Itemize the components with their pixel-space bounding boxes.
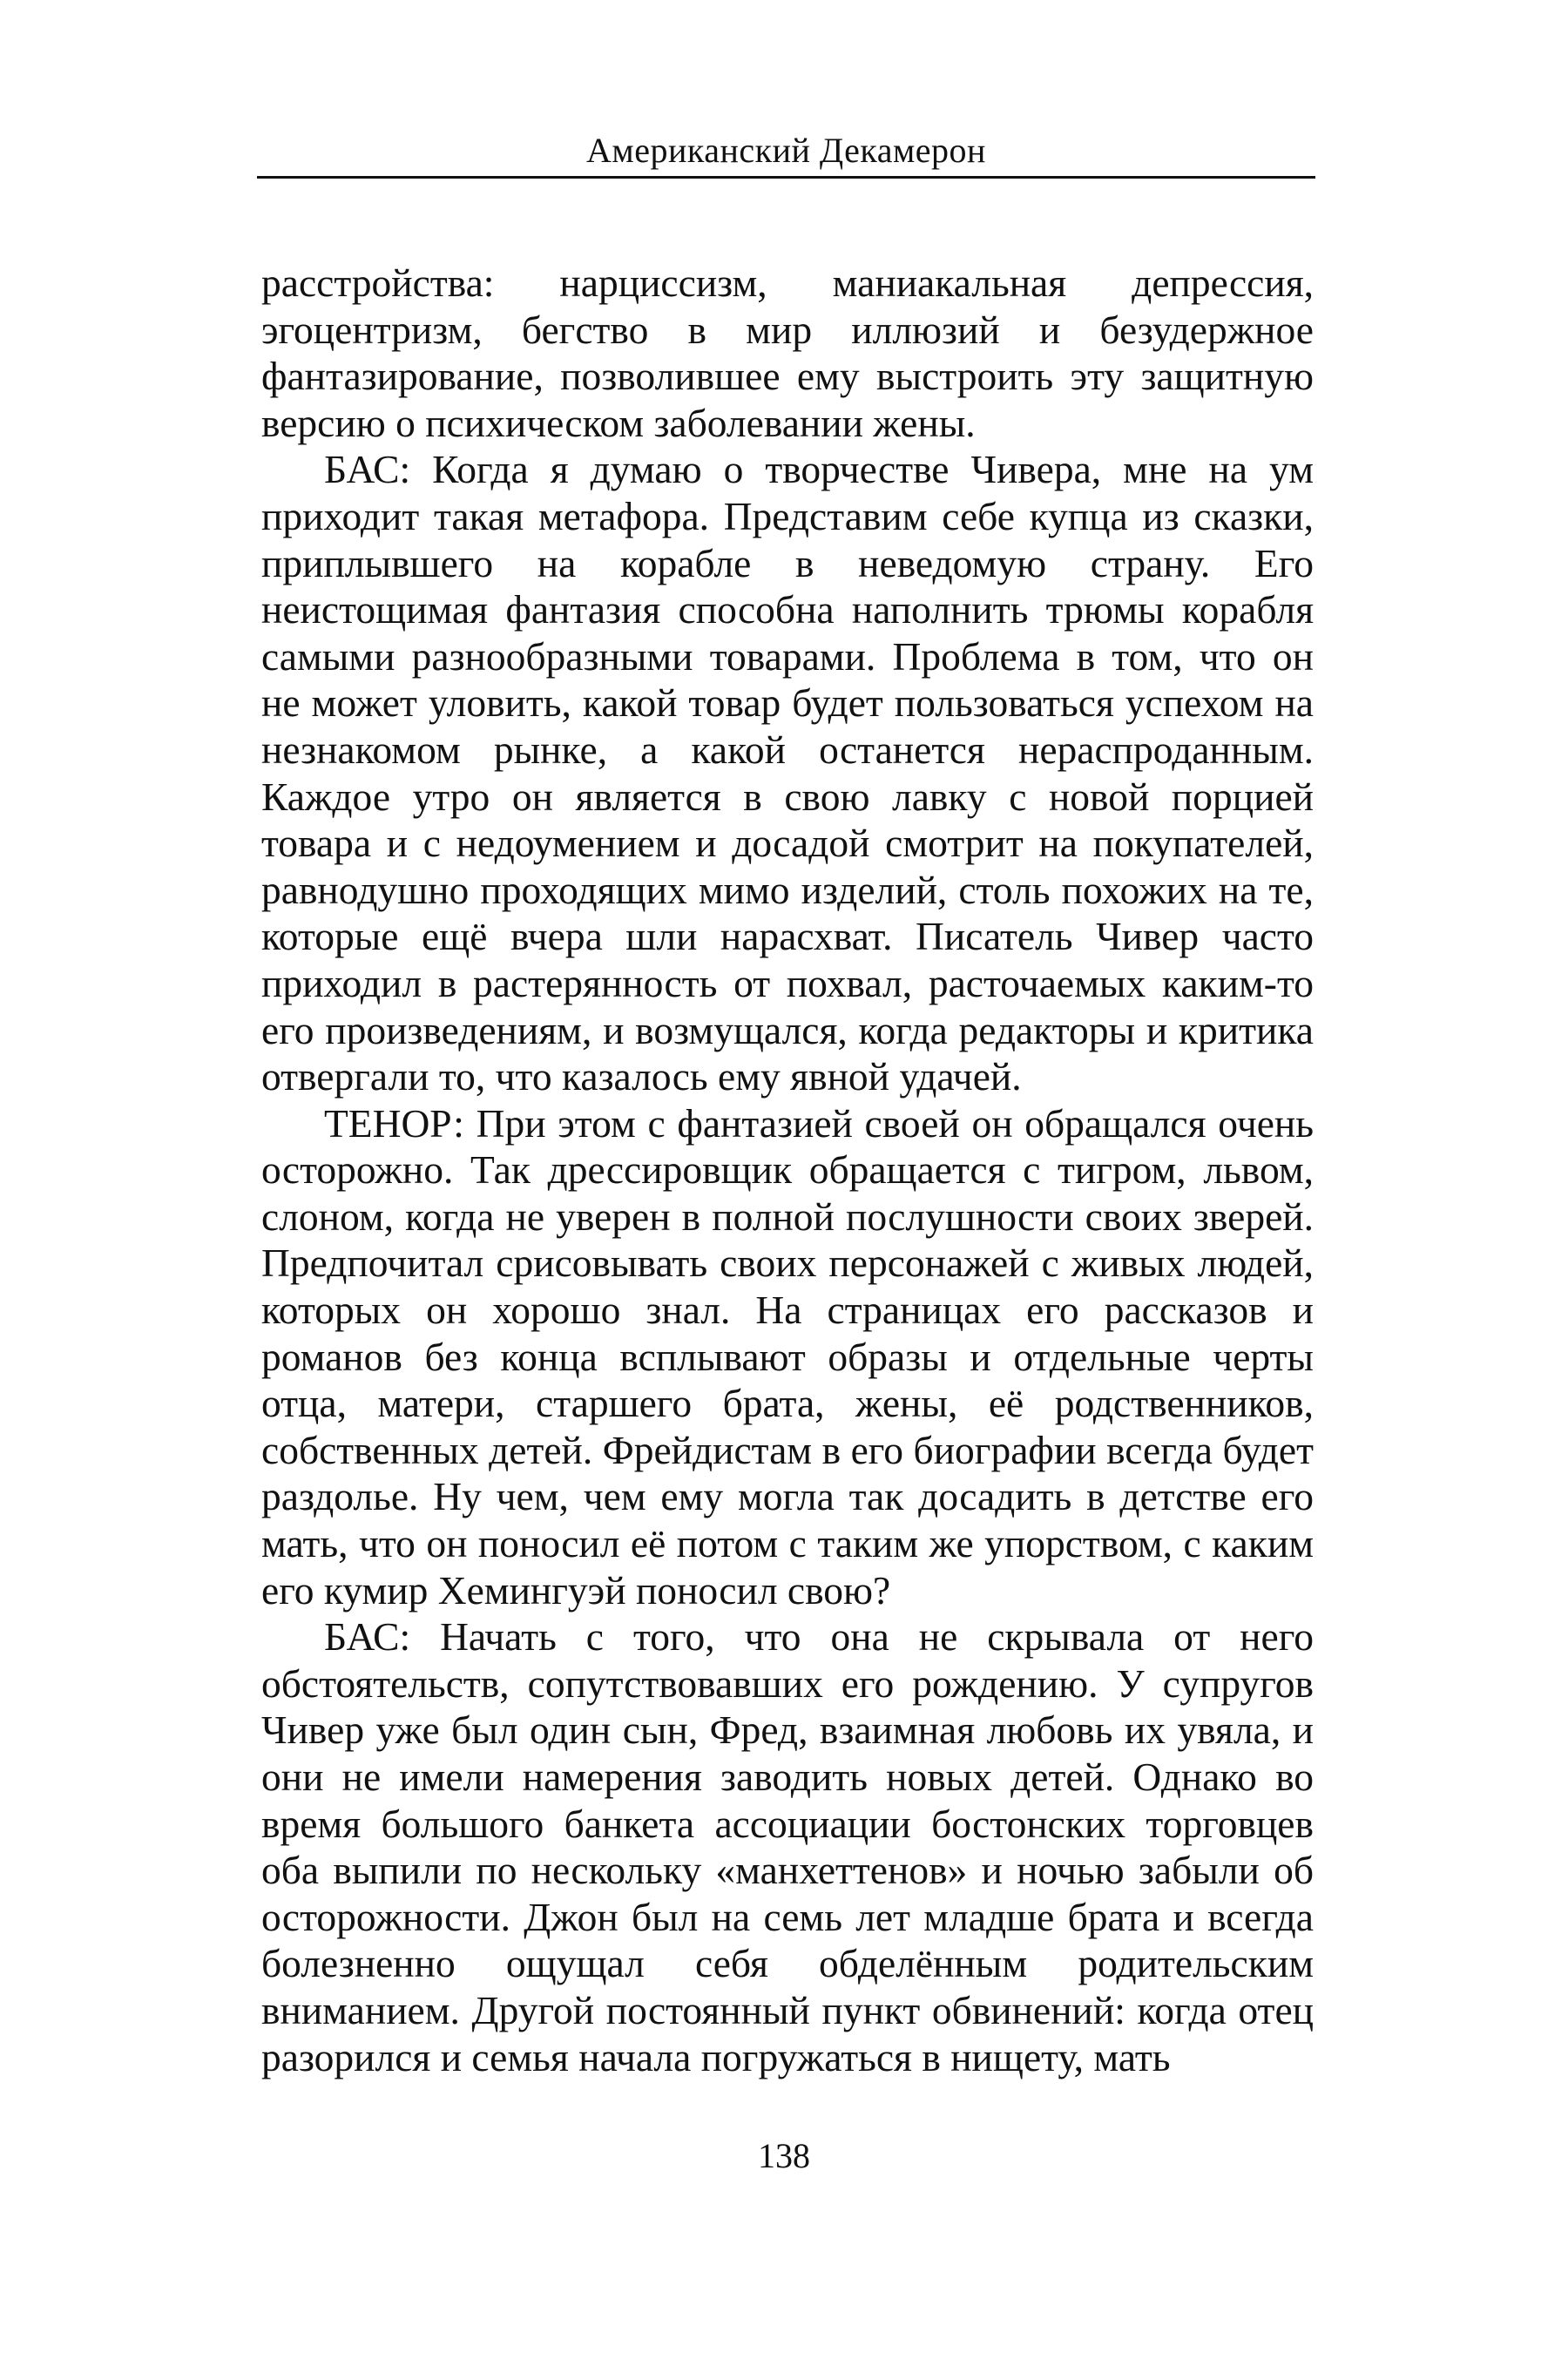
header-rule bbox=[257, 176, 1315, 179]
paragraph-2: БАС: Когда я думаю о творчестве Чивера, мне на ум приходит такая метафора. Представим себе купца из сказки, приплывшего на корабле в неведомую страну. Его неистощимая фантазия способна наполнить трюмы корабля самыми разнообразными товарами. Проблема в том, что он не может уловить, какой товар будет пользоваться успехом на незнакомом рынке, а какой останется нераспроданным. Каждое утро он является в свою лавку с новой порцией товара и с недоумением и досадой смотрит на покупателей, равнодушно проходящих мимо изделий, столь похожих на те, которые ещё вчера шли нарасхват. Писатель Чивер часто приходил в растерянность от похвал, расточаемых каким-то его произведениям, и возмущался, когда редакторы и критика отвергали то, что казалось ему явной удачей. bbox=[261, 447, 1314, 1099]
body-text bbox=[261, 260, 1314, 2080]
paragraph-1: расстройства: нарциссизм, маниакальная депрессия, эгоцентризм, бегство в мир иллюзий и безудержное фантазирование, позволившее ему выстроить эту защитную версию о психическом заболевании жены. bbox=[261, 260, 1314, 445]
paragraph-3: ТЕНОР: При этом с фантазией своей он обращался очень осторожно. Так дрессировщик обращается с тигром, львом, слоном, когда не уверен в полной послушности своих зверей. Предпочитал срисовывать своих персонажей с живых людей, которых он хорошо знал. На страницах его рассказов и романов без конца всплывают образы и отдельные черты отца, матери, старшего брата, жены, её родственников, собственных детей. Фрейдистам в его биографии всегда будет раздолье. Ну чем, чем ему могла так досадить в детстве его мать, что он поносил её потом с таким же упорством, с каким его кумир Хемингуэй поносил свою? bbox=[261, 1100, 1314, 1613]
running-title: Американский Декамерон bbox=[586, 131, 986, 170]
page-number: 138 bbox=[758, 2136, 810, 2175]
paragraph-4: БАС: Начать с того, что она не скрывала от него обстоятельств, сопутствовавших его рождению. У супругов Чивер уже был один сын, Фред, взаимная любовь их увяла, и они не имели намерения заводить новых детей. Однако во время большого банкета ассоциации бостонских торговцев оба выпили по нескольку «манхеттенов» и ночью забыли об осторожности. Джон был на семь лет младше брата и всегда болезненно ощущал себя обделённым родительским вниманием. Другой постоянный пункт обвинений: когда отец разорился и семья начала погружаться в нищету, мать bbox=[261, 1614, 1314, 2079]
